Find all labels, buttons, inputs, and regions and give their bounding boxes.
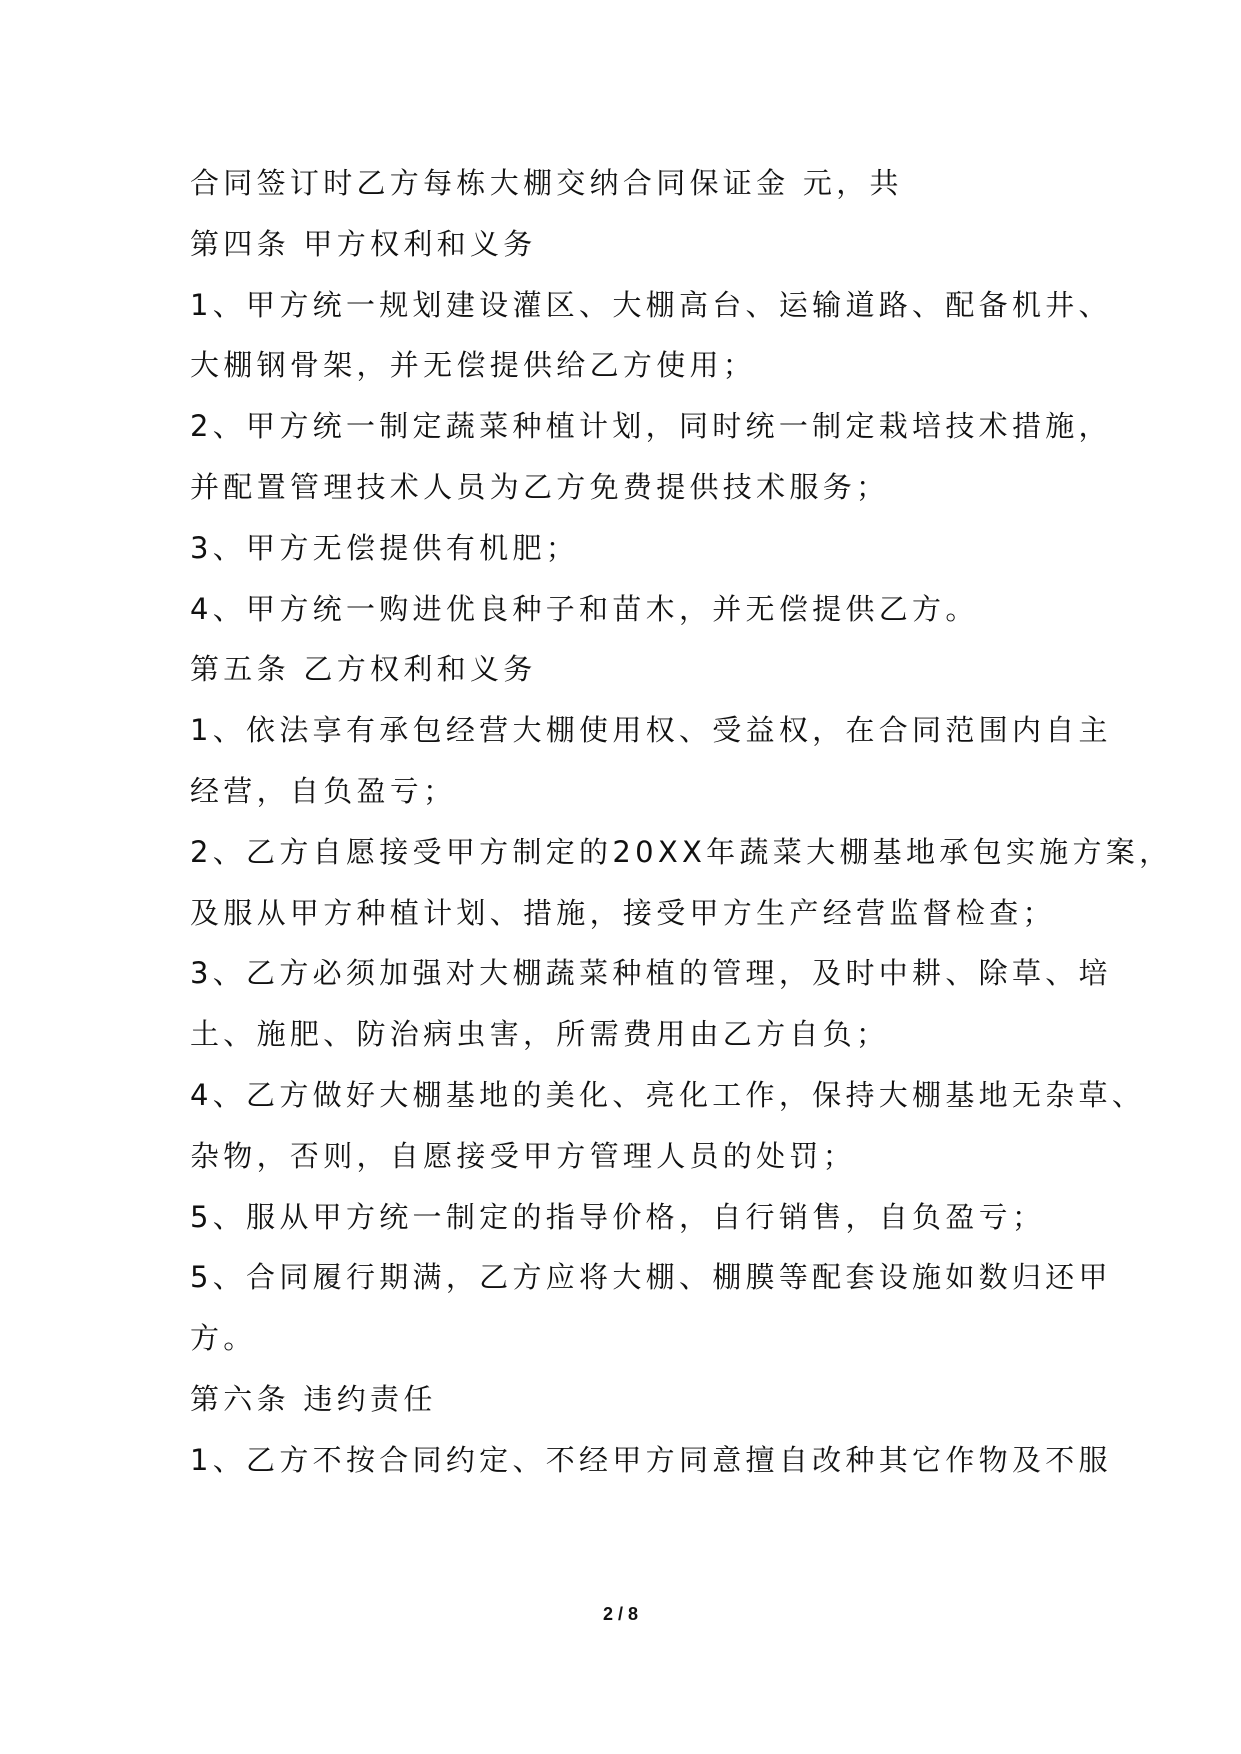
text-line: 1、甲方统一规划建设灌区、大棚高台、运输道路、配备机井、	[190, 287, 1112, 322]
text-line: 1、依法享有承包经营大棚使用权、受益权，在合同范围内自主	[190, 713, 1112, 748]
text-line: 2、甲方统一制定蔬菜种植计划，同时统一制定栽培技术措施，	[190, 409, 1112, 444]
text-line: 4、乙方做好大棚基地的美化、亮化工作，保持大棚基地无杂草、	[190, 1077, 1146, 1112]
text-line: 4、甲方统一购进优良种子和苗木，并无偿提供乙方。	[190, 591, 979, 626]
text-line: 大棚钢骨架，并无偿提供给乙方使用；	[190, 348, 757, 383]
text-line: 2、乙方自愿接受甲方制定的20XX年蔬菜大棚基地承包实施方案，	[190, 834, 1173, 869]
text-line: 5、合同履行期满，乙方应将大棚、棚膜等配套设施如数归还甲	[190, 1260, 1112, 1295]
section-heading: 第六条 违约责任	[190, 1381, 437, 1416]
text-line: 土、施肥、防治病虫害，所需费用由乙方自负；	[190, 1017, 890, 1052]
text-line: 3、甲方无偿提供有机肥；	[190, 530, 580, 565]
text-line: 3、乙方必须加强对大棚蔬菜种植的管理，及时中耕、除草、培	[190, 956, 1112, 991]
text-line: 5、服从甲方统一制定的指导价格，自行销售，自负盈亏；	[190, 1199, 1046, 1234]
body-text	[190, 160, 1173, 1498]
section-heading: 第五条 乙方权利和义务	[190, 652, 537, 687]
page-number: 2 / 8	[602, 1604, 639, 1624]
text-line: 并配置管理技术人员为乙方免费提供技术服务；	[190, 469, 890, 504]
text-line: 经营，自负盈亏；	[190, 773, 457, 808]
text-line: 方。	[190, 1321, 257, 1356]
section-heading: 第四条 甲方权利和义务	[190, 226, 537, 261]
text-line: 1、乙方不按合同约定、不经甲方同意擅自改种其它作物及不服	[190, 1442, 1112, 1477]
text-line: 合同签订时乙方每栋大棚交纳合同保证金 元，共	[190, 166, 903, 200]
text-line: 杂物，否则，自愿接受甲方管理人员的处罚；	[190, 1138, 857, 1173]
text-line: 及服从甲方种植计划、措施，接受甲方生产经营监督检查；	[190, 895, 1056, 930]
